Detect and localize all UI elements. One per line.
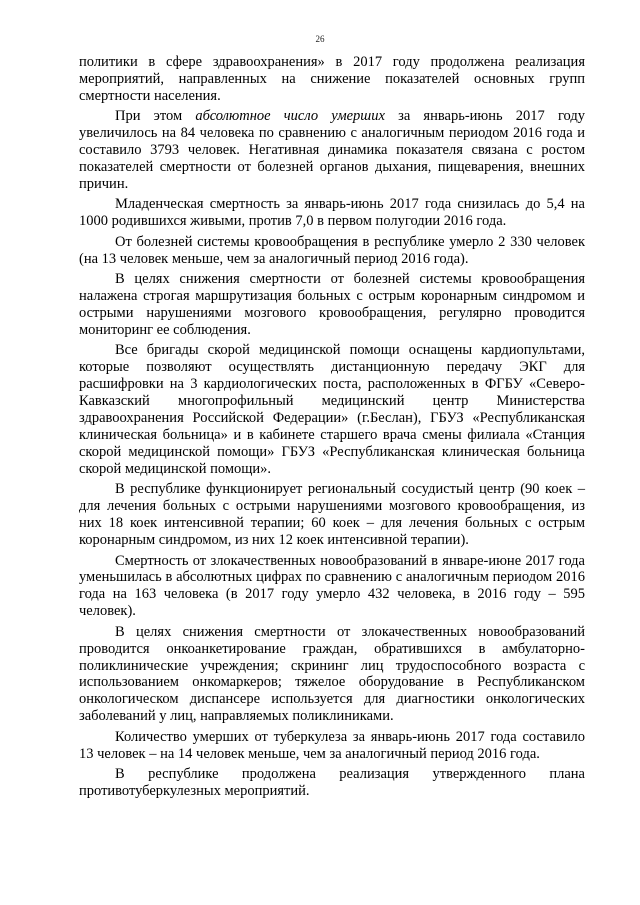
paragraph-tuberculosis-deaths: Количество умерших от туберкулеза за январь-июнь 2017 года составило 13 человек – на 14 человек меньше, чем за аналогичный период 2016 года. <box>79 728 585 762</box>
paragraph-continuation: политики в сфере здравоохранения» в 2017 году продолжена реализация мероприятий, направленных на снижение показателей основных групп смертности населения. <box>79 54 585 104</box>
paragraph-circulatory-deaths: От болезней системы кровообращения в республике умерло 2 330 человек (на 13 человек меньше, чем за аналогичный период 2016 года). <box>79 233 585 267</box>
paragraph-total-deaths <box>79 108 585 193</box>
paragraph-vascular-center: В республике функционирует региональный сосудистый центр (90 коек – для лечения больных с острыми нарушениями мозгового кровообращения, из них 18 коек интенсивной терапии; 60 коек – для лечения больных с острым коронарным синдромом, из них 12 коек интенсивной терапии). <box>79 481 585 549</box>
paragraph-cancer-mortality: Смертность от злокачественных новообразований в январе-июне 2017 года уменьшилась в абсолютных цифрах по сравнению с аналогичным периодом 2016 года на 163 человека (в 2017 году умерло 432 человека, в 2016 году – 595 человек). <box>79 552 585 620</box>
paragraph-cancer-measures: В целях снижения смертности от злокачественных новообразований проводится онкоанкетирование граждан, обратившихся в амбулаторно-поликлинические учреждения; скрининг лиц трудоспособного возраста с использованием онкомаркеров; тяжелое оборудование в Республиканском онкологическом диспансере используется для диагностики онкологических заболеваний у лиц, направляемых поликлиниками. <box>79 623 585 725</box>
emphasized-term: абсолютное число умерших <box>195 108 385 125</box>
paragraph-tuberculosis-plan: В республике продолжена реализация утвержденного плана противотуберкулезных мероприятий. <box>79 766 585 800</box>
paragraph-ambulance-equipment: Все бригады скорой медицинской помощи оснащены кардиопультами, которые позволяют осуществлять дистанционную передачу ЭКГ для расшифровки на 3 кардиологических поста, расположенных в ФГБУ «Северо-Кавказский многопрофильный медицинский центр Министерства здравоохранения Российской Федерации» (г.Беслан), ГБУЗ «Республиканская клиническая больница» и в кабинете старшего врача смены филиала «Станция скорой медицинской помощи» ГБУЗ «Республиканская клиническая больница скорой медицинской помощи». <box>79 342 585 477</box>
paragraph-routing: В целях снижения смертности от болезней системы кровообращения налажена строгая маршрутизация больных с острым коронарным синдромом и острыми нарушениями мозгового кровообращения, регулярно проводится мониторинг ее соблюдения. <box>79 271 585 338</box>
paragraph-text: за январь-июнь 2017 году увеличилось на 84 человека по сравнению с аналогичным периодом 2016 года и составило 3793 человек. Негативная динамика показателя связана с ростом показателей смертности от болезней органов дыхания, пищеварения, внешних причин. <box>79 108 586 192</box>
paragraph-text: При этом <box>115 108 196 125</box>
document-body <box>79 54 585 800</box>
paragraph-infant-mortality: Младенческая смертность за январь-июнь 2017 года снизилась до 5,4 на 1000 родившихся живыми, против 7,0 в первом полугодии 2016 года. <box>79 196 585 230</box>
page-number: 26 <box>315 34 325 44</box>
